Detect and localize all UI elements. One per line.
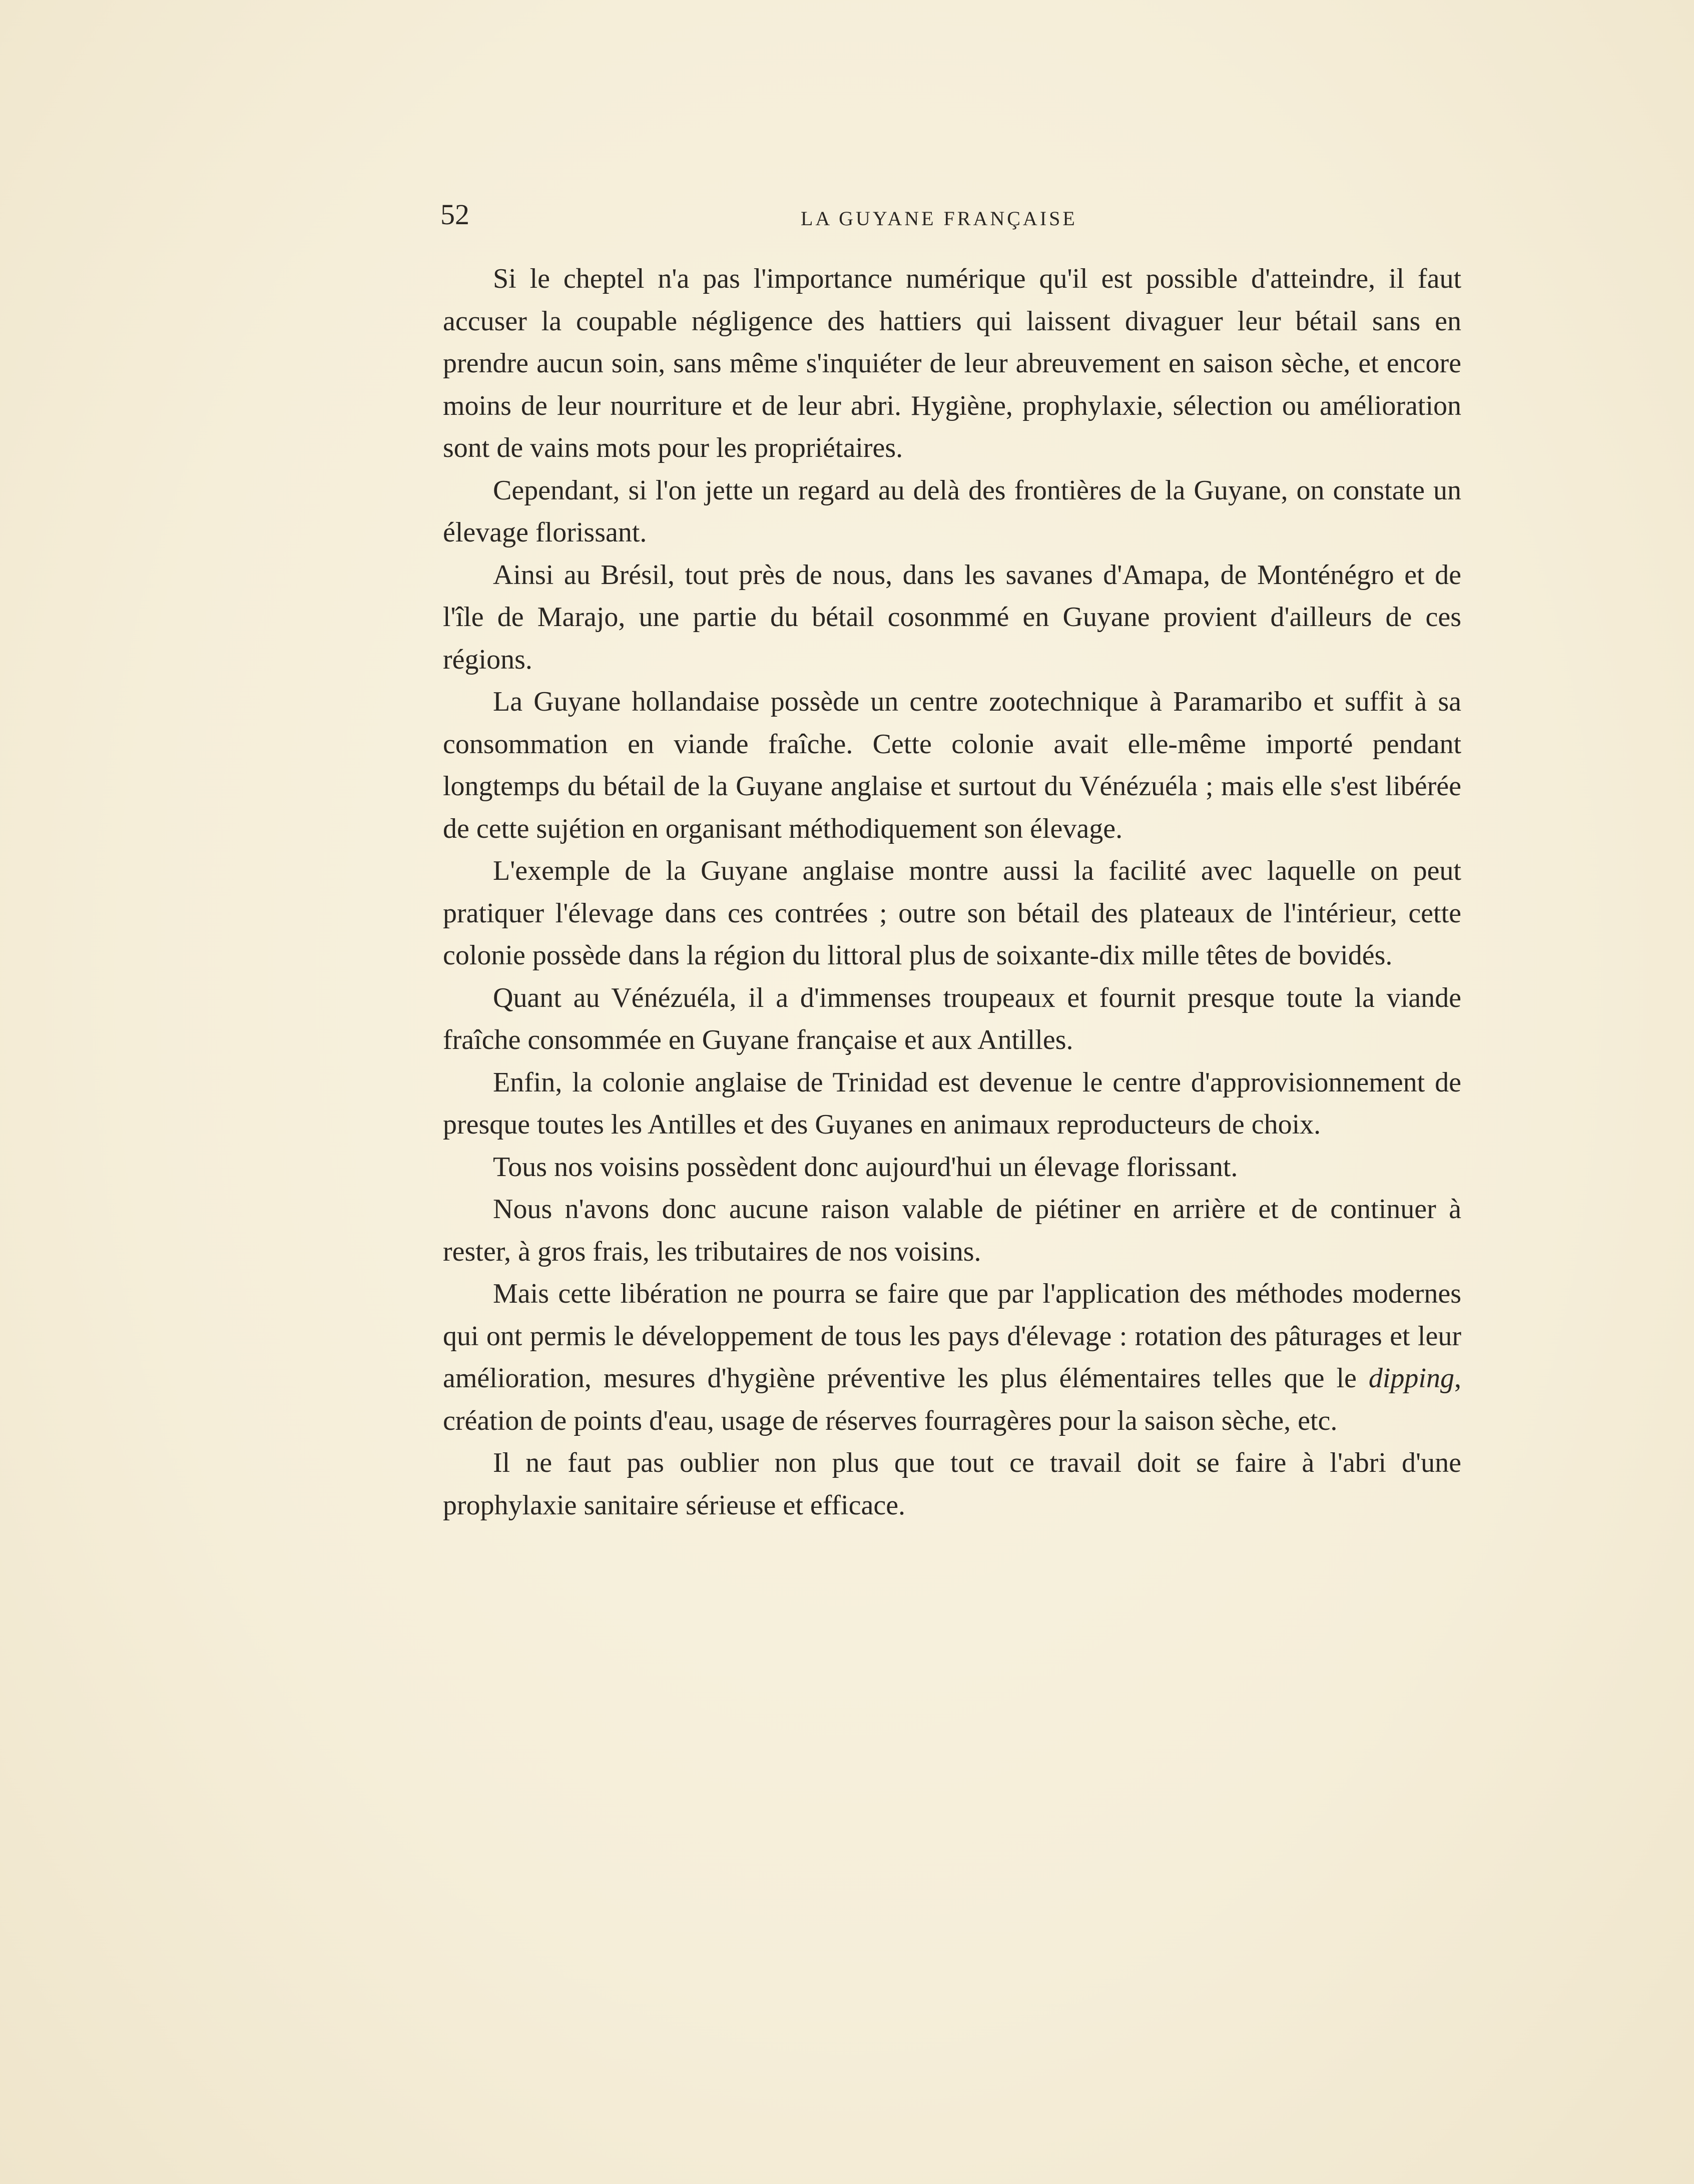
- paragraph: L'exemple de la Guyane anglaise montre aussi la facilité avec laquelle on peut pratiquer l'élevage dans ces contrées ; outre son bétail des plateaux de l'intérieur, cette colonie possède dans la région du littoral plus de soixante-dix mille têtes de bovidés.: [443, 855, 1461, 971]
- italic-term: dipping: [1368, 1363, 1454, 1394]
- paragraph-text: Mais cette libération ne pourra se faire que par l'application des méthodes modernes qui ont permis le développement de tous les pays d'élevage : rotation des pâturages et leur amélioration, mesures d'hygiène préventive les plus élémentaires telles que le: [443, 1278, 1461, 1394]
- running-title: LA GUYANE FRANÇAISE: [801, 207, 1077, 230]
- paragraph: Nous n'avons donc aucune raison valable de piétiner en arrière et de continuer à rester, à gros frais, les tributaires de nos voisins.: [443, 1194, 1461, 1267]
- paragraph: Il ne faut pas oublier non plus que tout ce travail doit se faire à l'abri d'une prophylaxie sanitaire sérieuse et efficace.: [443, 1447, 1461, 1521]
- page-header: [440, 198, 1451, 238]
- paragraph: [443, 1273, 1461, 1442]
- paragraph: La Guyane hollandaise possède un centre zootechnique à Paramaribo et suffit à sa consommation en viande fraîche. Cette colonie avait elle-même importé pendant longtemps du bétail de la Guyane anglaise et surtout du Vénézuéla ; mais elle s'est libérée de cette sujétion en organisant méthodiquement son élevage.: [443, 686, 1461, 844]
- paragraph: Enfin, la colonie anglaise de Trinidad est devenue le centre d'approvisionnement de presque toutes les Antilles et des Guyanes en animaux reproducteurs de choix.: [443, 1066, 1461, 1140]
- body-text: [443, 258, 1461, 1526]
- page-number: 52: [440, 198, 469, 231]
- paragraph: Tous nos voisins possèdent donc aujourd'hui un élevage florissant.: [493, 1151, 1238, 1183]
- paragraph: Quant au Vénézuéla, il a d'immenses troupeaux et fournit presque toute la viande fraîche consommée en Guyane française et aux Antilles.: [443, 982, 1461, 1055]
- paragraph: Ainsi au Brésil, tout près de nous, dans les savanes d'Amapa, de Monténégro et de l'île de Marajo, une partie du bétail cosonmmé en Guyane provient d'ailleurs de ces régions.: [443, 559, 1461, 675]
- paragraph: Si le cheptel n'a pas l'importance numérique qu'il est possible d'atteindre, il faut accuser la coupable négligence des hattiers qui laissent divaguer leur bétail sans en prendre aucun soin, sans même s'inquiéter de leur abreuvement en saison sèche, et encore moins de leur nourriture et de leur abri. Hygiène, prophylaxie, sélection ou amélioration sont de vains mots pour les propriétaires.: [443, 263, 1461, 463]
- paragraph: Cependant, si l'on jette un regard au delà des frontières de la Guyane, on constate un élevage florissant.: [443, 474, 1461, 548]
- paragraph-text: , création de points d'eau, usage de réserves fourragères pour la saison sèche, etc.: [443, 1363, 1461, 1436]
